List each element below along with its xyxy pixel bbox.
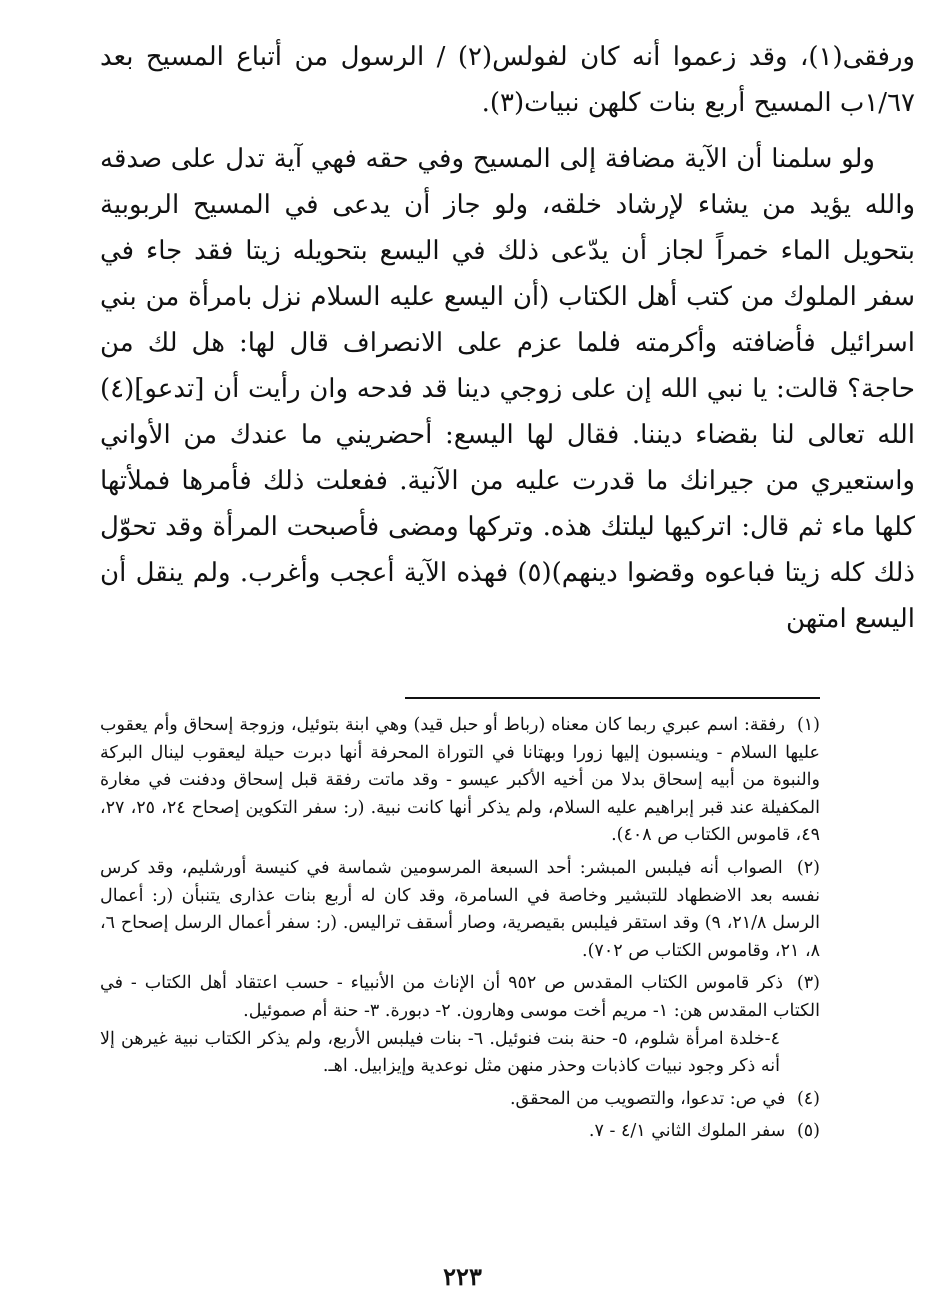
footnote-3 [100,970,820,1080]
footnote-4 [100,1086,820,1114]
footnote-text: رفقة: اسم عبري ربما كان معناه (رباط أو حبل قيد) وهي ابنة بتوئيل، وزوجة إسحاق وأم يعقوب عليها السلام - وينسبون إليها زورا وبهتانا في التوراة المحرفة أنها دبرت حيلة ليعقوب لينال البركة والنبوة من أبيه إسحاق بدلا من أخيه الأكبر عيسو - وقد ماتت رفقة قبل إسحاق ودفنت في مغارة المكفيلة عند قبر إبراهيم عليه السلام، ولم يذكر أنها كانت نبية. (ر: سفر التكوين إصحاح ٢٤، ٢٥، ٢٧، ٤٩، قاموس الكتاب ص ٤٠٨). [100,715,820,846]
footnote-text: سفر الملوك الثاني ٤/١ - ٧. [588,1121,786,1142]
footnote-number: (٢) [796,857,820,878]
main-text [100,34,915,642]
footnote-text: الصواب أنه فيلبس المبشر: أحد السبعة المرسومين شماسة في كنيسة أورشليم، وقد كرس نفسه بعد الاضطهاد للتبشير وخاصة في السامرة، وقد كان له أربع بنات عذارى يتنبأن (ر: أعمال الرسل ٢١/٨، ٩) وقد استقر فيلبس بقيصرية، وصار أسقف تراليس. (ر: سفر أعمال الرسل إصحاح ٦، ٨، ٢١، وقاموس الكتاب ص ٧٠٢). [100,857,820,961]
paragraph-2: ولو سلمنا أن الآية مضافة إلى المسيح وفي حقه فهي آية تدل على صدقه والله يؤيد من يشاء لإرشاد خلقه، ولو جاز أن يدعى في المسيح الربوبية بتحويل الماء خمراً لجاز أن يدّعى ذلك في اليسع بتحويله زيتا فقد جاء في سفر الملوك من كتب أهل الكتاب (أن اليسع عليه السلام نزل بامرأة من بني اسرائيل فأضافته وأكرمته فلما عزم على الانصراف قال لها: هل لك من حاجة؟ قالت: يا نبي الله إن على زوجي دينا قد فدحه وان رأيت أن [تدعو](٤) الله تعالى لنا بقضاء ديننا. فقال لها اليسع: أحضريني ما عندك من الأواني واستعيري من جيرانك ما قدرت عليه من الآنية. ففعلت ذلك فأمرها فملأتها كلها ماء ثم قال: اتركيها ليلتك هذه. وتركها ومضى فأصبحت المرأة وقد تحوّل ذلك كله زيتا فباعوه وقضوا دينهم)(٥) فهذه الآية أعجب وأغرب. ولم ينقل أن اليسع امتهن [100,144,915,634]
paragraph-1: ورفقى(١)، وقد زعموا أنه كان لفولس(٢) / الرسول من أتباع المسيح بعد ١/٦٧ب المسيح أربع بنات كلهن نبيات(٣). [100,42,915,118]
footnote-5 [100,1118,820,1146]
footnote-divider [405,697,820,699]
footnote-text: في ص: تدعوا، والتصويب من المحقق. [509,1088,786,1109]
footnote-number: (٥) [796,1121,820,1142]
page-body [100,34,915,642]
footnote-1 [100,712,820,850]
footnote-number: (٣) [796,973,820,994]
footnote-number: (١) [796,715,820,735]
footnote-number: (٤) [796,1088,820,1109]
page-number: ٢٢٣ [443,1262,482,1291]
footnote-text: ذكر قاموس الكتاب المقدس ص ٩٥٢ أن الإناث من الأنبياء - حسب اعتقاد أهل الكتاب - في الكتاب المقدس هن: ١- مريم أخت موسى وهارون. ٢- دبورة. ٣- حنة أم صموئيل. [100,973,820,1021]
footnote-continuation: ٤-خلدة امرأة شلوم، ٥- حنة بنت فنوئيل. ٦- بنات فيلبس الأربع، ولم يذكر الكتاب نبية غيرهن إلا أنه ذكر وجود نبيات كاذبات وحذر منهن مثل نوعدية وإيزابيل. اهـ. [100,1028,781,1077]
footnote-2 [100,855,820,965]
footnotes [100,712,820,1151]
